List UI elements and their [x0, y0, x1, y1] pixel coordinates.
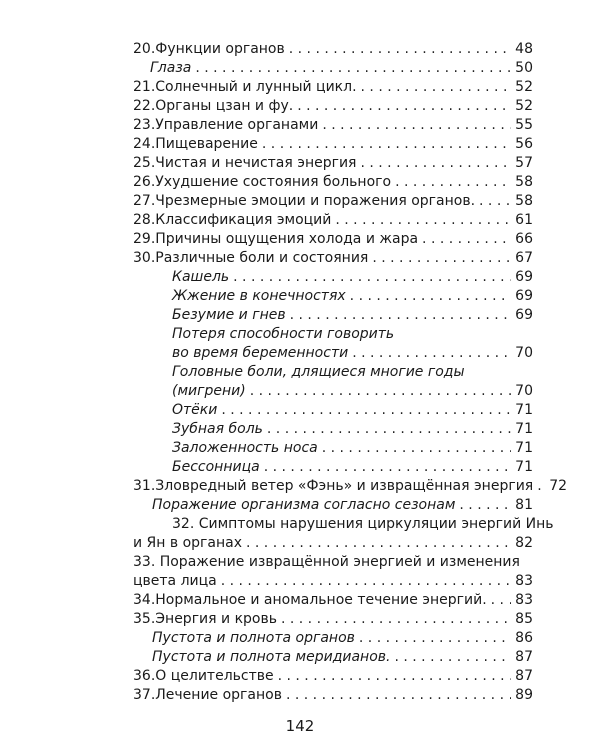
toc-entry[interactable]	[133, 40, 533, 59]
entry-title: Чрезмерные эмоции и поражения органов.	[155, 193, 476, 209]
entry-number: 31.	[133, 478, 156, 494]
leader-dots	[491, 591, 512, 610]
entry-title: Глаза	[150, 60, 192, 76]
toc-subentry[interactable]	[152, 648, 533, 667]
entry-page: 69	[515, 307, 533, 323]
toc-subentry[interactable]	[172, 439, 533, 458]
toc-entry[interactable]	[133, 97, 533, 116]
toc-entry[interactable]	[133, 154, 533, 173]
entry-title: О целительстве	[155, 668, 274, 684]
entry-page: 83	[515, 573, 533, 589]
entry-page: 69	[515, 269, 533, 285]
leader-dots	[335, 211, 511, 230]
toc-entry[interactable]	[133, 78, 533, 97]
toc-entry[interactable]	[133, 591, 533, 610]
entry-title: Зубная боль	[172, 421, 263, 437]
leader-dots	[459, 496, 511, 515]
entry-page: 67	[515, 250, 533, 266]
entry-page: 87	[515, 668, 533, 684]
entry-title: Ухудшение состояния больного	[155, 174, 392, 190]
entry-number: 22.	[133, 98, 156, 114]
entry-page: 86	[515, 630, 533, 646]
entry-number: 24.	[133, 136, 156, 152]
leader-dots	[479, 192, 511, 211]
toc-subentry[interactable]	[172, 420, 533, 439]
entry-title: Различные боли и состояния	[155, 250, 369, 266]
toc-subentry[interactable]	[172, 458, 533, 477]
leader-dots	[394, 648, 511, 667]
entry-number: 36.	[133, 668, 156, 684]
toc-subentry[interactable]	[152, 496, 533, 515]
leader-dots	[281, 610, 511, 629]
toc-entry[interactable]	[133, 477, 568, 496]
entry-title: Пустота и полнота органов	[152, 630, 355, 646]
entry-page: 70	[515, 345, 533, 361]
entry-page: 71	[515, 421, 533, 437]
leader-dots	[395, 173, 511, 192]
entry-page: 52	[515, 79, 533, 95]
leader-dots	[264, 458, 511, 477]
entry-title: Поражение организма согласно сезонам	[152, 497, 456, 513]
entry-title: Пищеварение	[155, 136, 258, 152]
entry-title: Солнечный и лунный цикл.	[155, 79, 357, 95]
entry-number: 26.	[133, 174, 156, 190]
page-number: 142	[285, 717, 315, 735]
entry-title: Заложенность носа	[172, 440, 318, 456]
toc-subentry[interactable]	[172, 268, 533, 287]
entry-number: 20.	[133, 41, 156, 57]
leader-dots	[267, 420, 511, 439]
entry-number: 29.	[133, 231, 156, 247]
entry-title: Безумие и гнев	[172, 307, 286, 323]
entry-title: (мигрени)	[172, 383, 246, 399]
toc-entry[interactable]	[133, 572, 533, 591]
entry-page: 71	[515, 440, 533, 456]
entry-title: Нормальное и аномальное течение энергий.	[155, 592, 487, 608]
leader-dots	[297, 97, 511, 116]
entry-page: 89	[515, 687, 533, 703]
leader-dots	[286, 686, 511, 705]
entry-page: 72	[549, 478, 568, 494]
entry-title: Пустота и полнота меридианов.	[152, 649, 391, 665]
entry-title: Чистая и нечистая энергия	[155, 155, 357, 171]
entry-title: во время беременности	[172, 345, 349, 361]
entry-title: Лечение органов	[155, 687, 282, 703]
entry-title: Кашель	[172, 269, 230, 285]
entry-page: 52	[515, 98, 533, 114]
entry-number: 35.	[133, 611, 156, 627]
entry-page: 55	[515, 117, 533, 133]
entry-title: Жжение в конечностях	[172, 288, 346, 304]
leader-dots	[422, 230, 511, 249]
entry-page: 81	[515, 497, 533, 513]
leader-dots	[262, 135, 511, 154]
entry-page: 87	[515, 649, 533, 665]
leader-dots	[289, 40, 511, 59]
entry-number: 34.	[133, 592, 156, 608]
entry-number: 28.	[133, 212, 156, 228]
entry-title-line1: 32. Симптомы нарушения циркуляции энергий Инь	[172, 516, 554, 532]
entry-page: 58	[515, 193, 533, 209]
entry-title-line1: 33. Поражение извращённой энергией и изменения	[133, 554, 520, 570]
entry-page: 48	[515, 41, 533, 57]
leader-dots	[195, 59, 511, 78]
entry-number: 23.	[133, 117, 156, 133]
entry-page: 70	[515, 383, 533, 399]
entry-title: Энергия и кровь	[155, 611, 277, 627]
toc-entry[interactable]	[133, 192, 533, 211]
leader-dots	[322, 116, 511, 135]
entry-title: Управление органами	[155, 117, 319, 133]
entry-page: 83	[515, 592, 533, 608]
toc-subentry[interactable]	[172, 287, 533, 306]
toc-subentry[interactable]	[150, 59, 533, 78]
entry-title: Бессонница	[172, 459, 260, 475]
leader-dots	[322, 439, 511, 458]
entry-title: Классификация эмоций	[155, 212, 332, 228]
leader-dots	[221, 401, 511, 420]
entry-title: Зловредный ветер «Фэнь» и извращённая энергия	[155, 478, 534, 494]
entry-page: 85	[515, 611, 533, 627]
entry-page: 50	[515, 60, 533, 76]
entry-title-line1: Головные боли, длящиеся многие годы	[172, 364, 465, 380]
entry-number: 37.	[133, 687, 156, 703]
entry-page: 69	[515, 288, 533, 304]
entry-title: Причины ощущения холода и жара	[155, 231, 419, 247]
toc-entry[interactable]	[133, 173, 533, 192]
entry-title-line1: Потеря способности говорить	[172, 326, 395, 342]
entry-page: 56	[515, 136, 533, 152]
entry-page: 82	[515, 535, 533, 551]
leader-dots	[278, 667, 512, 686]
toc-entry[interactable]	[133, 211, 533, 230]
leader-dots	[361, 78, 512, 97]
toc-entry[interactable]	[133, 667, 533, 686]
entry-page: 71	[515, 402, 533, 418]
toc-entry[interactable]	[133, 249, 533, 268]
entry-page: 57	[515, 155, 533, 171]
leader-dots	[350, 287, 512, 306]
leader-dots	[233, 268, 511, 287]
toc-entry[interactable]	[133, 686, 533, 705]
toc-subentry[interactable]	[172, 401, 533, 420]
toc-entry[interactable]	[133, 116, 533, 135]
toc-subentry[interactable]	[172, 382, 533, 401]
leader-dots	[290, 306, 512, 325]
entry-page: 66	[515, 231, 533, 247]
toc-subentry[interactable]	[172, 344, 533, 363]
leader-dots	[246, 534, 511, 553]
entry-number: 21.	[133, 79, 156, 95]
entry-title: цвета лица	[133, 573, 217, 589]
entry-page: 58	[515, 174, 533, 190]
leader-dots	[359, 629, 511, 648]
entry-number: 30.	[133, 250, 156, 266]
leader-dots	[221, 572, 511, 591]
entry-page: 61	[515, 212, 533, 228]
leader-dots	[372, 249, 511, 268]
toc-subentry[interactable]	[172, 306, 533, 325]
entry-title: Функции органов	[155, 41, 285, 57]
leader-dots	[360, 154, 511, 173]
leader-dots	[250, 382, 511, 401]
entry-number: 25.	[133, 155, 156, 171]
toc-entry[interactable]	[133, 230, 533, 249]
toc-entry[interactable]	[133, 135, 533, 154]
entry-title: и Ян в органах	[133, 535, 242, 551]
entry-title: Отёки	[172, 402, 218, 418]
leader-dots	[352, 344, 511, 363]
toc-entry[interactable]	[133, 610, 533, 629]
entry-number: 27.	[133, 193, 156, 209]
leader-dots	[537, 477, 545, 496]
toc-entry[interactable]	[133, 534, 533, 553]
entry-page: 71	[515, 459, 533, 475]
entry-title: Органы цзан и фу.	[155, 98, 294, 114]
toc-subentry[interactable]	[152, 629, 533, 648]
